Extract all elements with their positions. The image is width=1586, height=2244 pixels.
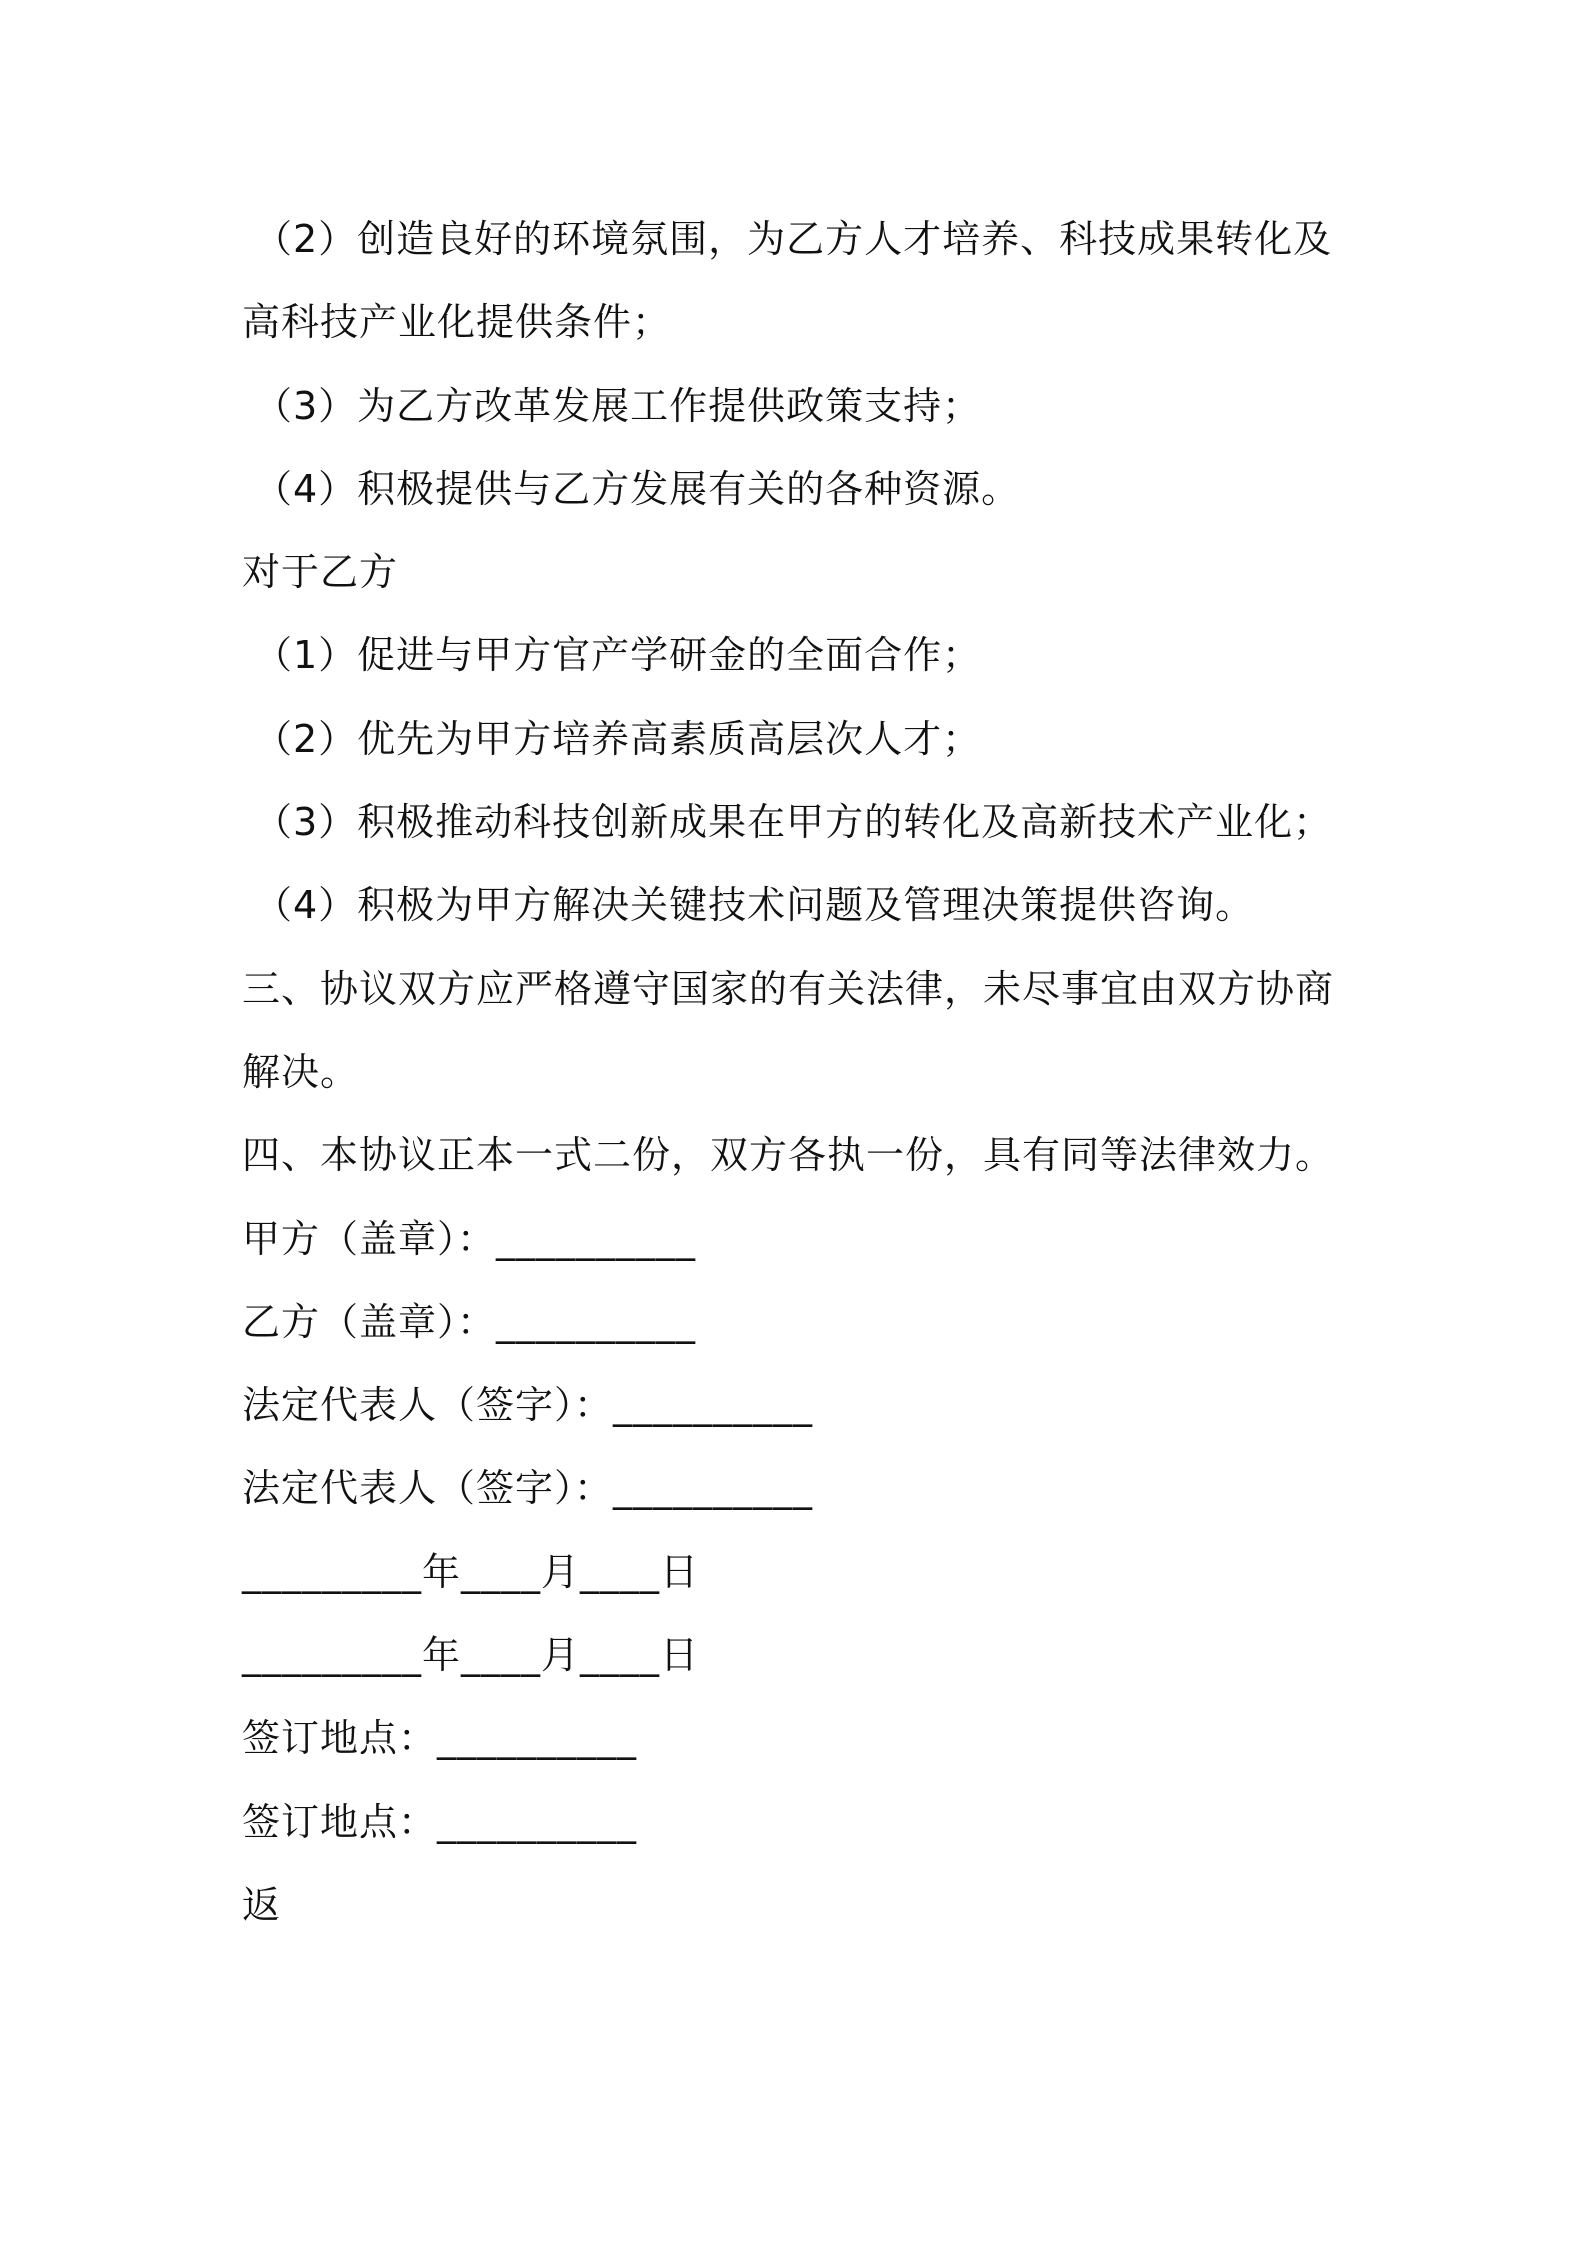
document-body bbox=[242, 198, 1372, 1947]
obligation-item-a3: （3）为乙方改革发展工作提供政策支持； bbox=[254, 383, 982, 428]
party-b-heading: 对于乙方 bbox=[242, 550, 399, 595]
party-a-seal-field: 甲方（盖章）：__________ bbox=[242, 1216, 697, 1261]
date-field-a: _________年____月____日 bbox=[242, 1549, 700, 1594]
signing-place-field-a: 签订地点：__________ bbox=[242, 1716, 638, 1761]
clause-three-cont: 解决。 bbox=[242, 1049, 360, 1094]
obligation-item-b1: （1）促进与甲方官产学研金的全面合作； bbox=[254, 633, 982, 678]
return-text: 返 bbox=[242, 1882, 282, 1927]
obligation-item-b4: （4）积极为甲方解决关键技术问题及管理决策提供咨询。 bbox=[254, 883, 1255, 928]
obligation-item-a2-cont: 高科技产业化提供条件； bbox=[242, 300, 672, 345]
obligation-item-b3: （3）积极推动科技创新成果在甲方的转化及高新技术产业化； bbox=[254, 800, 1333, 845]
date-field-b: _________年____月____日 bbox=[242, 1633, 700, 1678]
obligation-item-a2: （2）创造良好的环境氛围，为乙方人才培养、科技成果转化及 bbox=[254, 217, 1333, 261]
legal-rep-signature-field-a: 法定代表人（签字）：__________ bbox=[242, 1383, 814, 1428]
obligation-item-a4: （4）积极提供与乙方发展有关的各种资源。 bbox=[254, 466, 1021, 511]
signing-place-field-b: 签订地点：__________ bbox=[242, 1799, 638, 1844]
party-b-seal-field: 乙方（盖章）：__________ bbox=[242, 1299, 697, 1344]
clause-four: 四、本协议正本一式二份，双方各执一份，具有同等法律效力。 bbox=[242, 1133, 1335, 1178]
clause-three: 三、协议双方应严格遵守国家的有关法律，未尽事宜由双方协商 bbox=[242, 966, 1335, 1011]
legal-rep-signature-field-b: 法定代表人（签字）：__________ bbox=[242, 1466, 814, 1511]
obligation-item-b2: （2）优先为甲方培养高素质高层次人才； bbox=[254, 716, 982, 761]
